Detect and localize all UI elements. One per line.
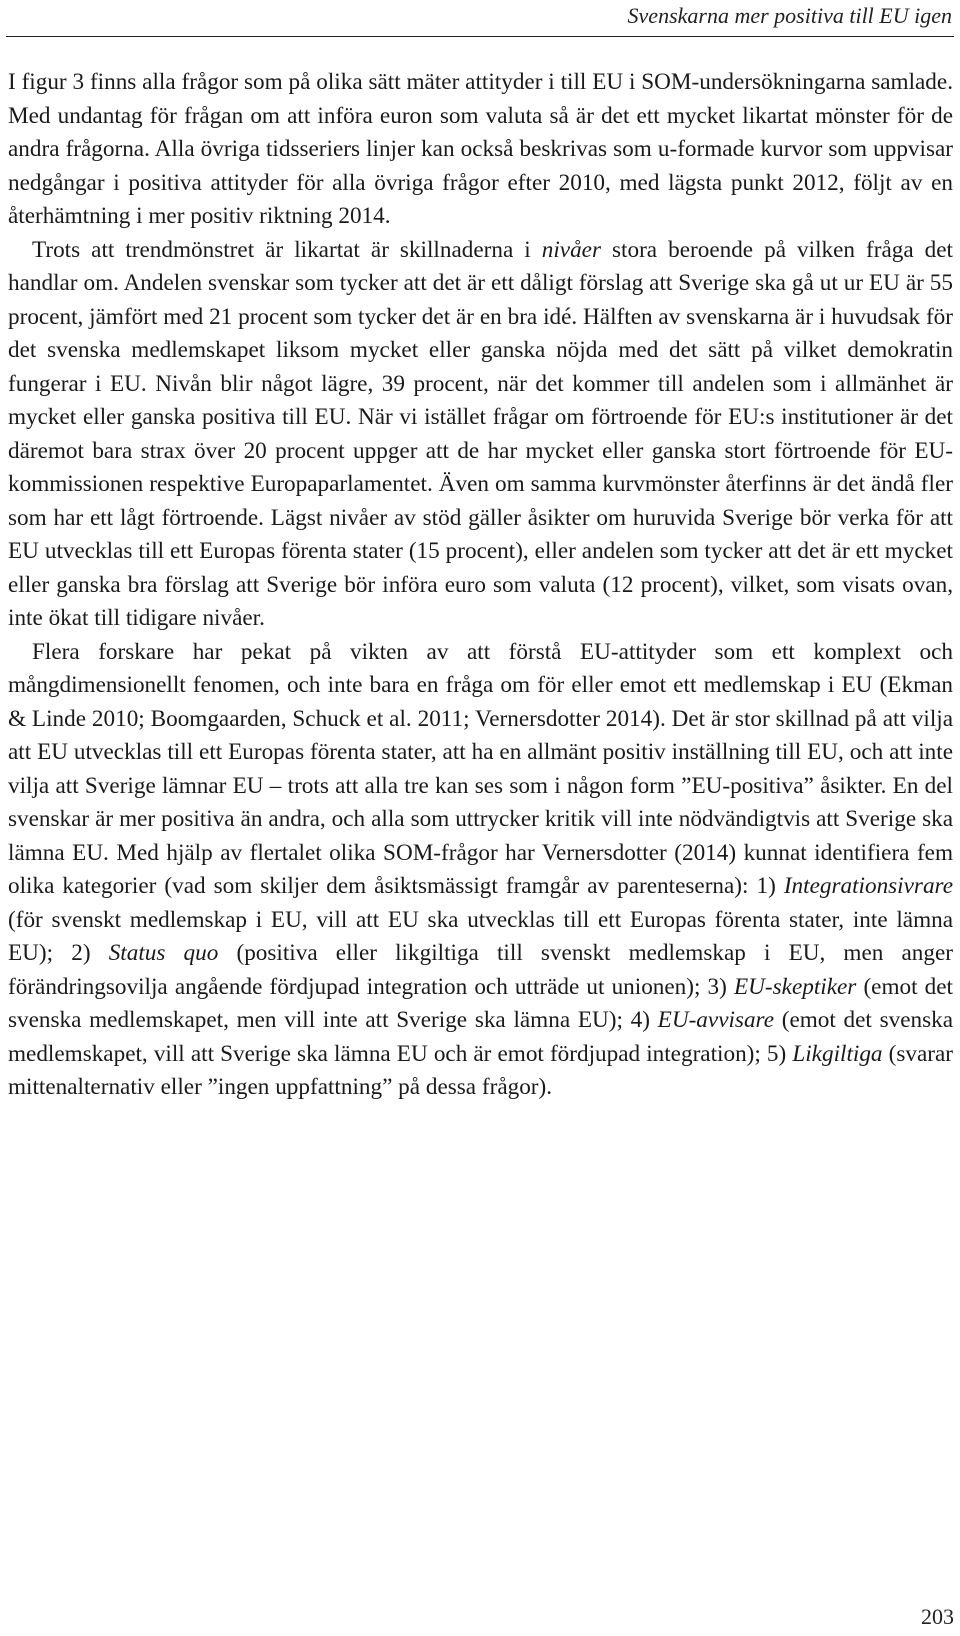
body-text — [8, 66, 953, 1105]
italic-term: Likgiltiga — [792, 1040, 883, 1067]
text-segment: (emot det svenska medlemskapet, vill att Sverige ska lämna EU och är emot fördjupad integration); 5) — [8, 1007, 953, 1067]
text-segment: I figur 3 finns alla frågor som på olika sätt mäter attityder i till EU i SOM-undersökningarna samlade. Med undantag för frågan om att införa euron som valuta så är det ett mycket likartat mönster för de andra frågorna. Alla övriga tidsseriers linjer kan också beskrivas som u-formade kurvor som uppvisar nedgångar i positiva attityder för alla övriga frågor efter 2010, med lägsta punkt 2012, följt av en återhämtning i mer positiv riktning 2014. — [8, 69, 953, 229]
page-number: 203 — [921, 1604, 954, 1629]
italic-term: EU-skeptiker — [734, 973, 857, 1000]
italic-term: Integrationsivrare — [783, 873, 953, 899]
running-title: Svenskarna mer positiva till EU igen — [627, 3, 952, 28]
text-segment: Flera forskare har pekat på vikten av att förstå EU-attityder som ett komplext och mångdimensionellt fenomen, och inte bara en fråga om för eller emot ett medlemskap i EU (Ekman & Linde 2010; Boomgaarden, Schuck et al. 2011; Vernersdotter 2014). Det är stor skillnad på att vilja att EU utvecklas till ett Europas förenta stater, att ha en allmänt positiv inställning till EU, och att inte vilja att Sverige lämnar EU – trots att alla tre kan ses som i någon form ”EU-positiva” åsikter. En del svenskar är mer positiva än andra, och alla som uttrycker kritik vill inte nödvändigtvis att Sverige ska lämna EU. Med hjälp av flertalet olika SOM-frågor har Vernersdotter (2014) kunnat identifiera fem olika kategorier (vad som skiljer dem åsiktsmässigt framgår av parenteserna): 1) — [8, 638, 953, 899]
text-segment: (positiva eller likgiltiga till svenskt medlemskap i EU, men anger förändringsovilja angående fördjupad integration och utträde ut unionen); 3) — [8, 940, 953, 1000]
text-segment: stora beroende på vilken fråga det handlar om. Andelen svenskar som tycker att det är ett dåligt förslag att Sverige ska gå ut ur EU är 55 procent, jämfört med 21 procent som tycker det är en bra idé. Hälften av svenskarna är i huvudsak för det svenska medlemskapet liksom mycket eller ganska nöjda med det sätt på vilket demokratin fungerar i EU. Nivån blir något lägre, 39 procent, när det kommer till andelen som i allmänhet är mycket eller ganska positiva till EU. När vi istället frågar om förtroende för EU:s institutioner är det däremot bara strax över 20 procent uppger att de har mycket eller ganska stort förtroende för EU-kommissionen respektive Europaparlamentet. Även om samma kurvmönster återfinns är det ändå fler som har ett lågt förtroende. Lägst nivåer av stöd gäller åsikter om huruvida Sverige bör verka för att EU utvecklas till ett Europas förenta stater (15 procent), eller andelen som tycker att det är ett mycket eller ganska bra förslag att Sverige bör införa euro som valuta (12 procent), vilket, som visats ovan, inte ökat till tidigare nivåer. — [8, 236, 953, 631]
text-segment: (svarar mittenalternativ eller ”ingen uppfattning” på dessa frågor). — [8, 1040, 953, 1100]
italic-term: nivåer — [541, 236, 601, 263]
italic-term: Status quo — [108, 940, 219, 966]
text-segment: (emot det svenska medlemskapet, men vill inte att Sverige ska lämna EU); 4) — [8, 973, 953, 1033]
paragraph-3 — [8, 636, 953, 1105]
text-segment: Trots att trendmönstret är likartat är skillnaderna i — [32, 236, 542, 263]
text-segment: (för svenskt medlemskap i EU, vill att EU ska utvecklas till ett Europas förenta stater, inte lämna EU); 2) — [8, 906, 953, 966]
italic-term: EU-avvisare — [657, 1007, 774, 1033]
running-header — [6, 0, 954, 37]
paragraph-1 — [8, 66, 953, 234]
paragraph-2 — [8, 234, 953, 636]
